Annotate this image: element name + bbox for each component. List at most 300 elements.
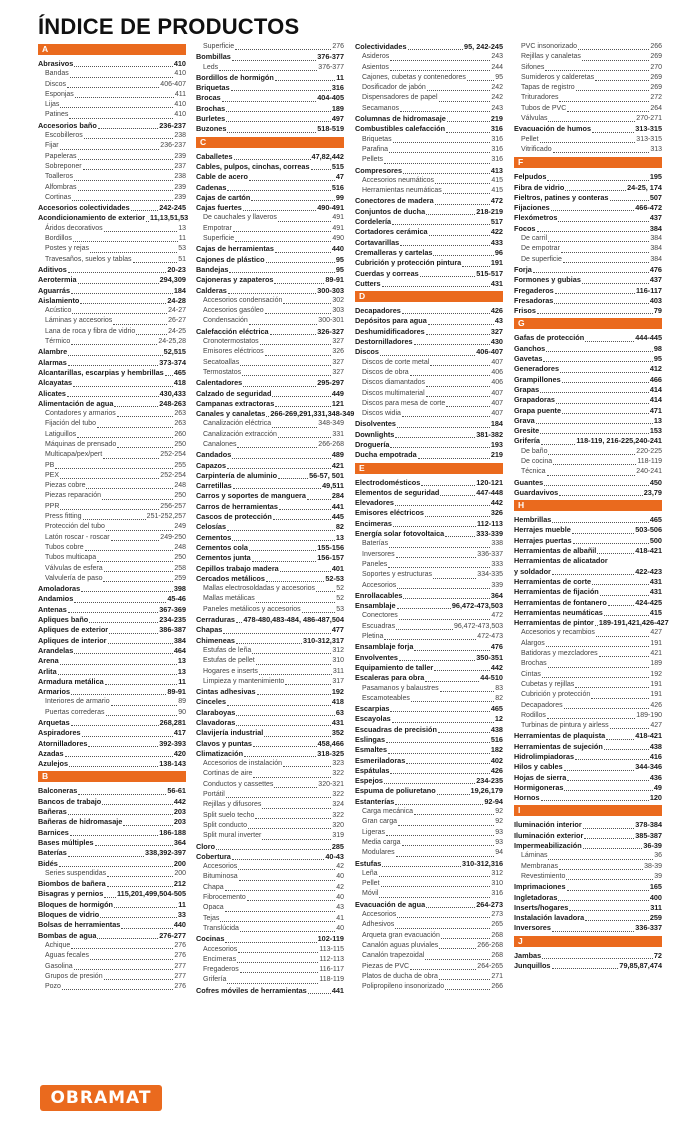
- dot-leader: [270, 334, 317, 335]
- dot-leader: [420, 276, 476, 277]
- entry-name: Turbinas de pintura y airless: [521, 722, 609, 730]
- dot-leader: [406, 763, 490, 764]
- index-subentry: [355, 155, 503, 165]
- index-entry: [355, 306, 503, 316]
- dot-leader: [440, 495, 475, 496]
- dot-leader: [234, 159, 311, 160]
- index-subentry: [38, 941, 186, 951]
- page-number: 426: [490, 306, 503, 316]
- entry-name: Atornilladores: [38, 738, 88, 748]
- dot-leader: [543, 361, 652, 362]
- index-subentry: [38, 972, 186, 982]
- index-subentry: [514, 872, 662, 882]
- page-number: 263: [174, 420, 186, 428]
- dot-leader: [244, 756, 316, 757]
- page-number: 316: [491, 145, 503, 153]
- dot-leader: [567, 890, 649, 891]
- dot-leader: [439, 948, 476, 949]
- entry-name: Accesorios: [203, 863, 238, 871]
- entry-name: Azadas: [38, 748, 64, 758]
- dot-leader: [262, 808, 331, 809]
- page-number: 352: [331, 728, 344, 738]
- dot-leader: [402, 845, 495, 846]
- dot-leader: [433, 255, 493, 256]
- page-number: 403: [649, 295, 662, 305]
- dot-leader: [561, 252, 649, 253]
- dot-leader: [433, 578, 476, 579]
- entry-name: Ensamblaje: [355, 601, 396, 611]
- index-subentry: [38, 306, 186, 316]
- dot-leader: [102, 804, 173, 805]
- page-number: 193: [490, 439, 503, 449]
- page-number: 189: [650, 660, 662, 668]
- page-number: 472: [490, 196, 503, 206]
- index-entry: [38, 739, 186, 749]
- page-number: 316: [491, 135, 503, 143]
- entry-name: Cementos junta: [196, 553, 251, 563]
- dot-leader: [236, 622, 242, 623]
- dot-leader: [117, 416, 174, 417]
- dot-leader: [426, 214, 475, 215]
- index-entry: [38, 728, 186, 738]
- obramat-logo[interactable]: OBRAMAT: [40, 1085, 162, 1111]
- entry-name: Tubos multicapa: [45, 554, 97, 562]
- page-number: 239: [174, 183, 186, 191]
- index-entry: [196, 512, 344, 522]
- entry-name: Claraboyas: [196, 707, 236, 717]
- page-number: 191: [650, 639, 662, 647]
- dot-leader: [239, 880, 336, 881]
- dot-leader: [576, 90, 650, 91]
- index-subentry: [196, 955, 344, 965]
- entry-name: Tapas de registro: [521, 84, 575, 92]
- page-number: 500: [649, 535, 662, 545]
- dot-leader: [131, 210, 159, 211]
- index-entry: [355, 217, 503, 227]
- dot-leader: [546, 351, 653, 352]
- entry-name: Sumideros y calderetas: [521, 73, 595, 81]
- index-subentry: [355, 73, 503, 83]
- index-subentry: [514, 670, 662, 680]
- index-entry: [38, 347, 186, 357]
- index-entry: [514, 618, 669, 628]
- page-number: 90: [178, 708, 186, 716]
- entry-name: Droguería: [355, 439, 390, 449]
- page-number: 310: [491, 880, 503, 888]
- page-number: 239: [174, 193, 186, 201]
- index-subentry: [38, 522, 186, 532]
- page-number: 24-25: [168, 327, 186, 335]
- entry-name: Técnica: [521, 468, 546, 476]
- dot-leader: [89, 622, 158, 623]
- page-number: 313-315: [636, 135, 662, 143]
- entry-name: Sobreponer: [45, 162, 82, 170]
- dot-leader: [103, 458, 159, 459]
- entry-name: Hembrillas: [514, 515, 552, 525]
- page-number: 40-43: [325, 851, 344, 861]
- entry-name: Bombillas: [196, 52, 231, 62]
- index-subentry: [355, 972, 503, 982]
- dot-leader: [136, 334, 167, 335]
- dot-leader: [68, 365, 158, 366]
- entry-name: Asientos: [362, 63, 389, 71]
- entry-name: Paneles: [362, 560, 388, 568]
- entry-name: Apliques de exterior: [38, 625, 109, 635]
- index-entry: [196, 522, 344, 532]
- page-number: 438: [490, 724, 503, 734]
- dot-leader: [77, 437, 173, 438]
- entry-name: Cinceles: [196, 697, 227, 707]
- index-subentry: [196, 63, 344, 73]
- index-subentry: [355, 622, 503, 632]
- index-subentry: [38, 533, 186, 543]
- entry-name: Arena: [38, 656, 59, 666]
- index-entry: [514, 577, 662, 587]
- page-number: 191: [490, 258, 503, 268]
- dot-leader: [445, 536, 475, 537]
- page-number: 182: [490, 745, 503, 755]
- entry-name: Brocas: [196, 93, 221, 103]
- index-entry: [514, 385, 662, 395]
- entry-name: Papeleras: [45, 152, 77, 160]
- dot-leader: [90, 959, 173, 960]
- page-number: 295-297: [317, 378, 344, 388]
- page-number: 300-303: [317, 285, 344, 295]
- entry-name: Series suspendidas: [45, 869, 107, 877]
- page-number: 431: [331, 718, 344, 727]
- index-entry: [38, 121, 186, 131]
- index-entry: [38, 625, 186, 635]
- dot-leader: [592, 584, 649, 585]
- page-number: 412: [649, 364, 662, 374]
- entry-name: Formones y gubias: [514, 275, 581, 285]
- entry-name: Cementos: [196, 532, 232, 542]
- page-number: 392-393: [159, 738, 186, 748]
- dot-leader: [426, 396, 491, 397]
- entry-name: Termostatos: [203, 368, 242, 376]
- page-number: 19,26,179: [470, 786, 503, 796]
- index-entry: [514, 124, 662, 134]
- entry-name: Envolventes: [355, 652, 398, 662]
- index-entry: [514, 183, 662, 193]
- entry-name: Cuerdas y correas: [355, 268, 419, 278]
- index-column-1: [38, 42, 189, 992]
- dot-leader: [68, 856, 144, 857]
- index-entry: [196, 275, 344, 285]
- dot-leader: [225, 911, 336, 912]
- entry-name: Grapadoras: [514, 395, 555, 405]
- index-entry: [355, 227, 503, 237]
- index-entry: [355, 337, 503, 347]
- dot-leader: [114, 406, 158, 407]
- entry-name: Bolsas de herramientas: [38, 920, 121, 930]
- index-subentry: [38, 193, 186, 203]
- dot-leader: [227, 705, 331, 706]
- dot-leader: [103, 581, 173, 582]
- dot-leader: [227, 468, 331, 469]
- dot-leader: [78, 159, 174, 160]
- entry-name: Móvil: [362, 890, 379, 898]
- dot-leader: [439, 979, 490, 980]
- dot-leader: [60, 107, 173, 108]
- dot-leader: [537, 313, 653, 314]
- dot-leader: [98, 128, 158, 129]
- entry-name: Cementos cola: [196, 542, 248, 552]
- page-number: 93: [495, 838, 503, 846]
- dot-leader: [62, 989, 173, 990]
- index-column-4: [514, 42, 669, 971]
- index-subentry: [38, 982, 186, 992]
- page-number: 102-119: [317, 934, 344, 944]
- dot-leader: [243, 210, 316, 211]
- index-subentry: [514, 114, 662, 124]
- entry-name: Espátulas: [355, 765, 390, 775]
- page-number: 264-265: [477, 962, 503, 970]
- dot-leader: [379, 897, 490, 898]
- dot-leader: [429, 235, 490, 236]
- page-number: 95: [495, 73, 503, 81]
- entry-name: Herramientas de albañil: [514, 546, 597, 556]
- page-number: 472: [491, 612, 503, 620]
- page-number: 264-273: [476, 899, 503, 909]
- page-number: 450: [649, 477, 662, 487]
- dot-leader: [60, 664, 177, 665]
- entry-name: Apliques de interior: [38, 635, 107, 645]
- page-number: 476: [649, 264, 662, 274]
- page-number: 416: [649, 752, 662, 761]
- entry-name: Discos para mesa de corte: [362, 399, 446, 407]
- dot-leader: [104, 979, 174, 980]
- page-number: 316: [331, 83, 344, 93]
- entry-name: Discos widia: [362, 410, 401, 418]
- entry-name: Accesorios gasóleo: [203, 307, 264, 315]
- dot-leader: [97, 427, 173, 428]
- dot-leader: [249, 180, 335, 181]
- index-entry: [196, 399, 344, 409]
- dot-leader: [220, 921, 335, 922]
- dot-leader: [248, 828, 331, 829]
- entry-name: Bancos de trabajo: [38, 796, 102, 806]
- page-number: 20-23: [167, 264, 186, 274]
- entry-name: Herramientas de fijación: [514, 587, 599, 597]
- page-number: 271: [491, 972, 503, 980]
- dot-leader: [548, 667, 650, 668]
- index-entry: [196, 286, 344, 296]
- entry-name: Cortinas de aire: [203, 770, 253, 778]
- dot-leader: [231, 90, 331, 91]
- entry-name: Press fitting: [45, 513, 82, 521]
- index-entry: [355, 419, 503, 429]
- index-entry: [196, 739, 344, 749]
- page-number: 189-190: [636, 711, 662, 719]
- dot-leader: [74, 66, 173, 67]
- page-number: 518-519: [317, 124, 344, 134]
- page-number: 26-27: [168, 317, 186, 325]
- entry-name: Iluminación interior: [514, 820, 582, 830]
- page-number: 445: [331, 512, 344, 522]
- page-number: 322: [332, 811, 344, 819]
- index-subentry: [38, 481, 186, 491]
- dot-leader: [441, 938, 490, 939]
- entry-name: Canalización extracción: [203, 430, 277, 438]
- dot-leader: [559, 869, 643, 870]
- page-number: 266-268: [477, 941, 503, 949]
- page-number: 437: [649, 213, 662, 223]
- page-number: 189: [331, 103, 344, 113]
- entry-name: Herramientas de corte: [514, 576, 592, 586]
- index-entry: [196, 193, 344, 203]
- page-number: 13: [177, 666, 186, 676]
- dot-leader: [583, 848, 643, 849]
- page-number: 273: [491, 911, 503, 919]
- index-entry: [196, 389, 344, 399]
- dot-leader: [418, 458, 490, 459]
- page-number: 94: [495, 849, 503, 857]
- index-entry: [514, 546, 662, 556]
- page-number: 491: [332, 224, 344, 232]
- page-number: 11,13,51,53: [150, 213, 189, 223]
- index-entry: [196, 625, 344, 635]
- index-entry: [38, 859, 186, 869]
- page-number: 118-119: [319, 976, 344, 984]
- dot-leader: [95, 845, 173, 846]
- entry-name: Válvulas de esfera: [45, 564, 103, 572]
- index-subentry: [514, 457, 662, 467]
- page-number: 266: [491, 983, 503, 991]
- entry-name: Ensamblaje forja: [355, 642, 414, 652]
- page-number: 316: [491, 890, 503, 898]
- page-number: 218-219: [476, 206, 503, 216]
- index-subentry: [38, 409, 186, 419]
- index-entry: [196, 52, 344, 62]
- dot-leader: [564, 770, 635, 771]
- entry-name: Grifería: [203, 976, 227, 984]
- index-entry: [514, 567, 662, 577]
- entry-name: Briquetas: [196, 83, 230, 93]
- dot-leader: [389, 547, 490, 548]
- dot-leader: [604, 749, 649, 750]
- dot-leader: [554, 303, 648, 304]
- index-subentry: [196, 800, 344, 810]
- index-entry: [38, 759, 186, 769]
- page-number: 430,433: [159, 388, 186, 398]
- index-subentry: [38, 564, 186, 574]
- entry-name: Cerraduras: [196, 615, 235, 625]
- entry-name: Discos: [45, 80, 67, 88]
- dot-leader: [222, 101, 316, 102]
- page-number: 82: [335, 522, 344, 532]
- entry-name: Discos multimaterial: [362, 389, 425, 397]
- index-entry: [196, 543, 344, 553]
- entry-name: Aditivos: [38, 264, 67, 274]
- dot-leader: [439, 101, 491, 102]
- page-number: 410: [174, 70, 186, 78]
- dot-leader: [390, 60, 490, 61]
- dot-leader: [384, 639, 476, 640]
- entry-name: PB: [45, 461, 55, 469]
- entry-name: Bombas de agua: [38, 930, 97, 940]
- dot-leader: [226, 111, 331, 112]
- dot-leader: [382, 286, 490, 287]
- index-subentry: [514, 234, 662, 244]
- entry-name: Grampillones: [514, 374, 561, 384]
- index-subentry: [38, 234, 186, 244]
- dot-leader: [240, 972, 319, 973]
- index-entry: [355, 663, 503, 673]
- page-number: 263: [174, 410, 186, 418]
- dot-leader: [279, 509, 331, 510]
- index-entry: [355, 450, 503, 460]
- dot-leader: [60, 149, 160, 150]
- page-number: 384: [650, 235, 662, 243]
- entry-name: Rejillas y canaletas: [521, 53, 581, 61]
- entry-name: Tubos cobre: [45, 543, 84, 551]
- entry-name: Latón roscar - roscar: [45, 533, 110, 541]
- page-number: 427: [650, 629, 662, 637]
- index-entry: [38, 358, 186, 368]
- dot-leader: [260, 344, 332, 345]
- page-number: 11: [336, 72, 344, 82]
- index-entry: [514, 587, 662, 597]
- page-number: 248: [174, 543, 186, 551]
- entry-name: Trituradores: [521, 94, 559, 102]
- page-number: 269: [650, 84, 662, 92]
- dot-leader: [541, 800, 649, 801]
- dot-leader: [219, 70, 317, 71]
- index-entry: [514, 893, 662, 903]
- page-number: 430: [490, 337, 503, 347]
- entry-name: Fregaderos: [203, 966, 239, 974]
- page-number: 236-237: [160, 142, 186, 150]
- page-number: 200: [173, 858, 186, 868]
- page-number: 272: [650, 94, 662, 102]
- entry-name: Brochas: [521, 660, 547, 668]
- dot-leader: [558, 221, 648, 222]
- index-subentry: [514, 135, 662, 145]
- dot-leader: [558, 900, 648, 901]
- page-number: 367-369: [159, 604, 186, 614]
- dot-leader: [447, 121, 490, 122]
- page-number: 96: [494, 247, 503, 257]
- index-column-2: [196, 42, 355, 996]
- index-subentry: [355, 982, 503, 992]
- dot-leader: [59, 866, 173, 867]
- index-subentry: [196, 430, 344, 440]
- entry-name: Portátil: [203, 791, 225, 799]
- index-entry: [196, 718, 344, 728]
- index-subentry: [38, 708, 186, 718]
- entry-name: Bituminosa: [203, 873, 238, 881]
- page-number: 333: [491, 560, 503, 568]
- page-number: 42: [336, 883, 344, 891]
- entry-name: Bloques de hormigón: [38, 899, 113, 909]
- dot-leader: [75, 97, 174, 98]
- entry-name: Discos de corte metal: [362, 358, 430, 366]
- index-subentry: [38, 316, 186, 326]
- page-number: 417: [173, 728, 186, 738]
- dot-leader: [86, 488, 173, 489]
- dot-leader: [425, 681, 479, 682]
- index-subentry: [355, 399, 503, 409]
- page-number: 277: [174, 972, 186, 980]
- entry-name: Herramientas de alicatador: [514, 556, 608, 566]
- index-subentry: [514, 255, 662, 265]
- index-subentry: [38, 110, 186, 120]
- section-header-h: H: [514, 500, 662, 511]
- entry-name: Ganchos: [514, 343, 546, 353]
- page-number: 220-225: [636, 447, 662, 455]
- dot-leader: [265, 355, 332, 356]
